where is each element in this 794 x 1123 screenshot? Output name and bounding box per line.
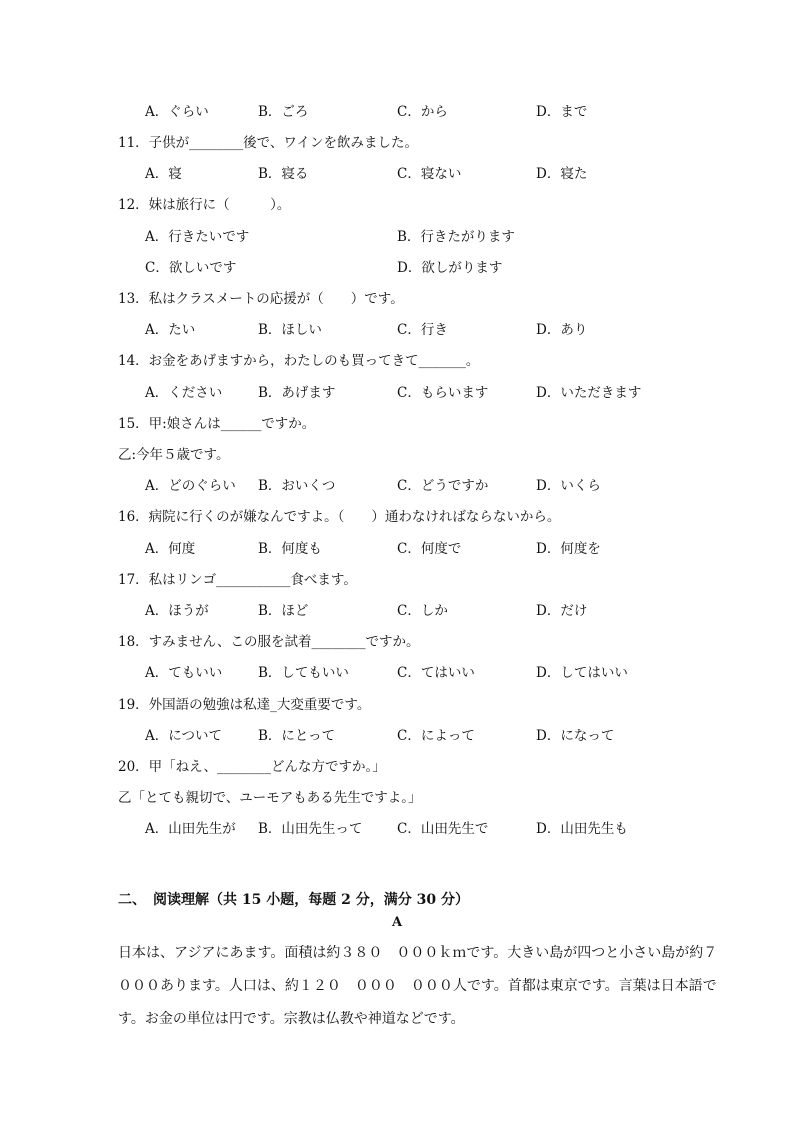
q15-option-d: D．いくら: [536, 478, 601, 494]
q10-option-b: B．ごろ: [258, 104, 309, 120]
q18-option-d: D．してはいい: [536, 665, 628, 681]
q18-option-a: A．てもいい: [145, 665, 223, 681]
question-18: 18．すみません、この服を試着________ですか。: [118, 634, 420, 650]
q11-option-a: A．寝: [145, 166, 182, 182]
question-15-reply: 乙:今年５歳です。: [118, 447, 230, 463]
q12-option-d: D．欲しがります: [397, 260, 503, 276]
question-15: 15．甲:娘さんは______ですか。: [118, 416, 316, 432]
q10-option-d: D．まで: [536, 104, 588, 120]
question-11: 11．子供が________後で、ワインを飲みました。: [118, 135, 419, 151]
question-20-reply: 乙「とても親切で、ユーモアもある先生ですよ。」: [118, 790, 422, 806]
q16-option-c: C．何度で: [397, 541, 462, 557]
q20-option-a: A．山田先生が: [145, 821, 236, 837]
q16-option-d: D．何度を: [536, 541, 601, 557]
q13-option-a: A．たい: [145, 322, 196, 338]
q16-option-a: A．何度: [145, 541, 196, 557]
q15-option-a: A．どのぐらい: [145, 478, 236, 494]
question-14: 14．お金をあげますから，わたしのも買ってきて_______。: [118, 353, 480, 369]
q16-option-b: B．何度も: [258, 541, 322, 557]
q13-option-d: D．あり: [536, 322, 588, 338]
q13-option-c: C．行き: [397, 322, 448, 338]
question-20: 20．甲「ねえ、________どんな方ですか。」: [118, 759, 386, 775]
q13-option-b: B．ほしい: [258, 322, 322, 338]
question-17: 17．私はリンゴ___________食べます。: [118, 572, 357, 588]
q14-option-d: D．いただきます: [536, 385, 642, 401]
q17-option-a: A．ほうが: [145, 603, 209, 619]
passage-label: A: [391, 915, 403, 930]
question-16: 16．病院に行くのが嫌なんですよ。（ ）通わなければならないから。: [118, 509, 561, 525]
q11-option-d: D．寝た: [536, 166, 588, 182]
question-19: 19．外国語の勉強は私達_大変重要です。: [118, 697, 371, 713]
q10-option-c: C．から: [397, 104, 448, 120]
q12-option-a: A．行きたいです: [145, 229, 250, 245]
q14-option-a: A．ください: [145, 385, 223, 401]
q19-option-a: A．について: [145, 728, 222, 744]
q15-option-c: C．どうですか: [397, 478, 489, 494]
q18-option-c: C．てはいい: [397, 665, 475, 681]
q11-option-b: B．寝る: [258, 166, 309, 182]
reading-passage: 日本は、アジアにあます。面積は約３８０ ０００ｋｍです。大きい島が四つと小さい島が約７０００あります。人口は、約１２０ ０００ ０００人です。首都は東京です。言葉は日本語です。お金の単位は円です。宗教は仏教や神道などです。: [118, 945, 718, 1027]
section-2-heading: 二、 阅读理解（共 15 小题，每题 2 分，满分 30 分）: [118, 892, 469, 908]
q12-option-b: B．行きたがります: [397, 229, 515, 245]
q17-option-d: D．だけ: [536, 603, 588, 619]
q19-option-d: D．になって: [536, 728, 615, 744]
q10-option-a: A．ぐらい: [145, 104, 209, 120]
q19-option-b: B．にとって: [258, 728, 336, 744]
q14-option-b: B．あげます: [258, 385, 336, 401]
q18-option-b: B．してもいい: [258, 665, 349, 681]
q19-option-c: C．によって: [397, 728, 475, 744]
question-13: 13．私はクラスメートの応援が（ ）です。: [118, 291, 404, 307]
q12-option-c: C．欲しいです: [145, 260, 237, 276]
q20-option-c: C．山田先生で: [397, 821, 489, 837]
q17-option-c: C．しか: [397, 603, 448, 619]
q14-option-c: C．もらいます: [397, 385, 489, 401]
q11-option-c: C．寝ない: [397, 166, 462, 182]
q15-option-b: B．おいくつ: [258, 478, 336, 494]
q20-option-b: B．山田先生って: [258, 821, 363, 837]
q17-option-b: B．ほど: [258, 603, 309, 619]
q20-option-d: D．山田先生も: [536, 821, 628, 837]
question-12: 12．妹は旅行に（ ）。: [118, 197, 291, 213]
